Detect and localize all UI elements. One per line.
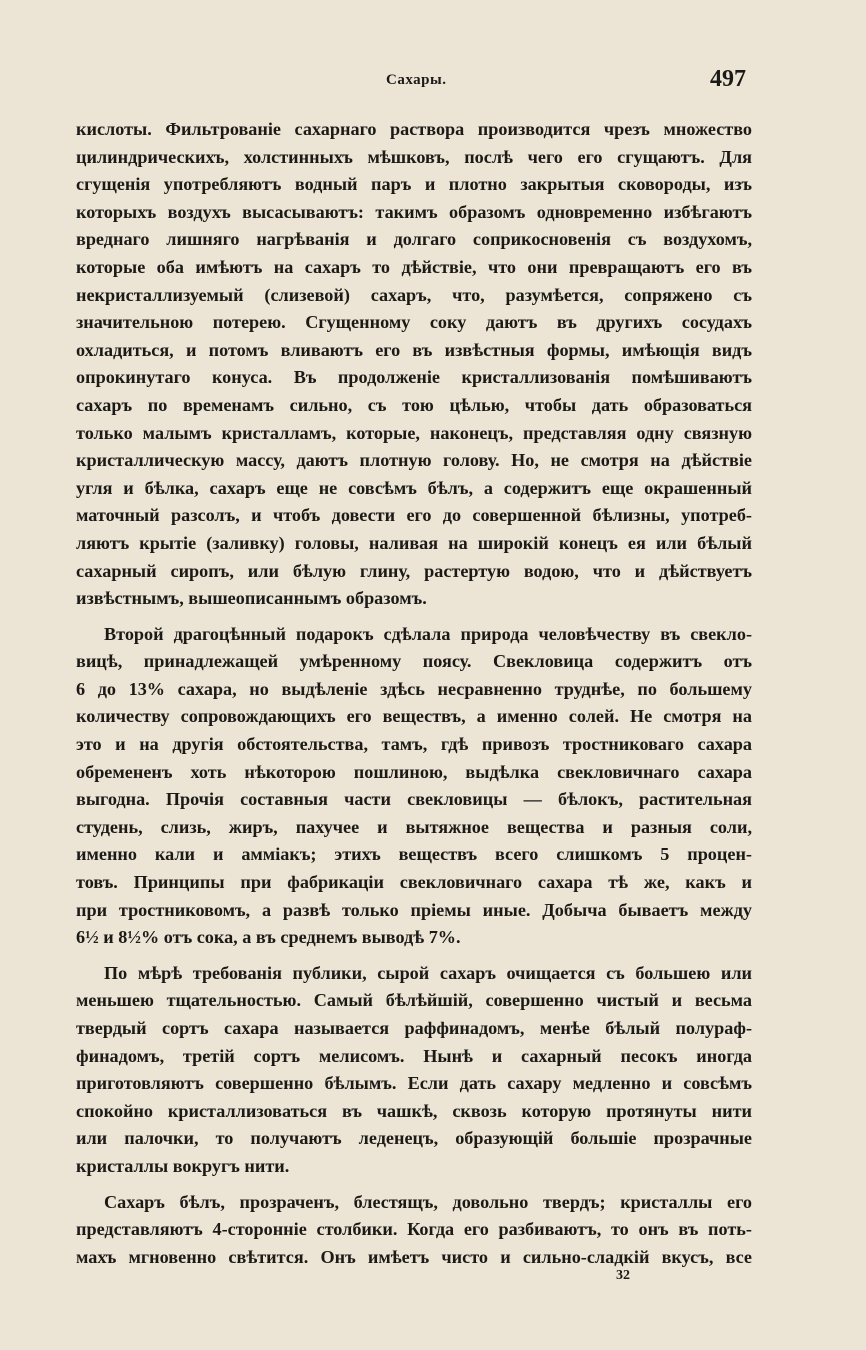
- text-line: только малымъ кристалламъ, которые, наконецъ, представляя одну связную: [76, 422, 752, 443]
- text-line: количеству сопровождающихъ его веществъ, а именно солей. Не смотря на: [76, 706, 752, 727]
- text-line: опрокинутаго конуса. Въ продолженіе кристаллизованія помѣшиваютъ: [76, 367, 752, 388]
- text-line: выгодна. Прочія составныя части свекловицы — бѣлокъ, растительная: [76, 789, 752, 810]
- text-line: По мѣрѣ требованія публики, сырой сахаръ очищается съ большею или: [104, 962, 752, 983]
- text-line: товъ. Принципы при фабрикаціи свекловичнаго сахара тѣ же, какъ и: [76, 872, 752, 893]
- text-line: охладиться, и потомъ вливаютъ его въ извѣстныя формы, имѣющія видъ: [76, 339, 752, 360]
- text-line: 6 до 13% сахара, но выдѣленіе здѣсь несравненно труднѣе, по большему: [76, 678, 752, 699]
- text-line: сахарный сиропъ, или бѣлую глину, растертую водою, что и дѣйствуетъ: [76, 560, 752, 581]
- text-line: обремененъ хоть нѣкоторою пошлиною, выдѣлка свекловичнаго сахара: [76, 761, 752, 782]
- text-line: угля и бѣлка, сахаръ еще не совсѣмъ бѣлъ, а содержитъ еще окрашенный: [76, 477, 752, 498]
- text-line: сахаръ по временамъ сильно, съ тою цѣлью, чтобы дать образоваться: [76, 394, 752, 415]
- text-line: вицѣ, принадлежащей умѣренному поясу. Свекловица содержитъ отъ: [76, 651, 752, 672]
- running-head: [0, 68, 866, 94]
- text-line: студень, слизь, жиръ, пахучее и вытяжное вещества и разныя соли,: [76, 816, 752, 837]
- text-line: цилиндрическихъ, холстинныхъ мѣшковъ, послѣ чего его сгущаютъ. Для: [76, 146, 752, 167]
- page-number: 497: [710, 66, 746, 92]
- text-line: при тростниковомъ, а развѣ только пріемы иные. Добыча бываетъ между: [76, 899, 752, 920]
- text-line: спокойно кристаллизоваться въ чашкѣ, сквозь которую протянуты нити: [76, 1100, 752, 1121]
- text-line: которые оба имѣютъ на сахаръ то дѣйствіе, что они превращаютъ его въ: [76, 256, 752, 277]
- text-line: меньшею тщательностью. Самый бѣлѣйшій, совершенно чистый и весьма: [76, 990, 752, 1011]
- text-line: извѣстнымъ, вышеописаннымъ образомъ.: [76, 588, 427, 609]
- text-line: махъ мгновенно свѣтится. Онъ имѣетъ чисто и сильно-сладкій вкусъ, все: [76, 1246, 752, 1267]
- text-line: которыхъ воздухъ высасываютъ: такимъ образомъ одновременно избѣгаютъ: [76, 201, 752, 222]
- body-text: [76, 116, 752, 1271]
- text-line: твердый сортъ сахара называется раффинадомъ, менѣе бѣлый полураф-: [76, 1018, 752, 1038]
- text-line: вреднаго лишняго нагрѣванія и долгаго соприкосновенія съ воздухомъ,: [76, 229, 752, 250]
- text-line: финадомъ, третій сортъ мелисомъ. Нынѣ и сахарный песокъ иногда: [76, 1045, 752, 1066]
- text-line: кристаллы вокругъ нити.: [76, 1155, 290, 1176]
- signature-mark: 32: [616, 1268, 630, 1283]
- text-line: представляютъ 4-сторонніе столбики. Когда его разбиваютъ, то онъ въ поть-: [76, 1219, 752, 1240]
- text-line: ляютъ крытіе (заливку) головы, наливая на широкій конецъ ея или бѣлый: [76, 532, 752, 553]
- text-line: сгущенія употребляютъ водный паръ и плотно закрытыя сковороды, изъ: [76, 174, 752, 195]
- text-line: это и на другія обстоятельства, тамъ, гдѣ привозъ тростниковаго сахара: [76, 734, 752, 755]
- text-line: 6½ и 8½% отъ сока, а въ среднемъ выводѣ 7%.: [76, 927, 461, 948]
- text-line: некристаллизуемый (слизевой) сахаръ, что, разумѣется, сопряжено съ: [76, 284, 752, 305]
- text-line: или палочки, то получаютъ леденецъ, образующій большіе прозрачные: [76, 1128, 752, 1149]
- text-line: маточный разсолъ, и чтобъ довести его до совершенной бѣлизны, употреб-: [76, 505, 752, 526]
- text-line: Второй драгоцѣнный подарокъ сдѣлала природа человѣчеству въ свекло-: [104, 623, 752, 644]
- text-line: кристаллическую массу, даютъ плотную голову. Но, не смотря на дѣйствіе: [76, 450, 752, 471]
- text-line: кислоты. Фильтрованіе сахарнаго раствора производится чрезъ множество: [76, 119, 752, 139]
- running-title: Сахары.: [386, 72, 447, 88]
- text-line: именно кали и амміакъ; этихъ веществъ всего слишкомъ 5 процен-: [76, 844, 752, 865]
- text-line: значительною потерею. Сгущенному соку даютъ въ другихъ сосудахъ: [76, 312, 752, 333]
- text-line: приготовляютъ совершенно бѣлымъ. Если дать сахару медленно и совсѣмъ: [76, 1073, 752, 1094]
- text-line: Сахаръ бѣлъ, прозраченъ, блестящъ, довольно твердъ; кристаллы его: [104, 1191, 752, 1212]
